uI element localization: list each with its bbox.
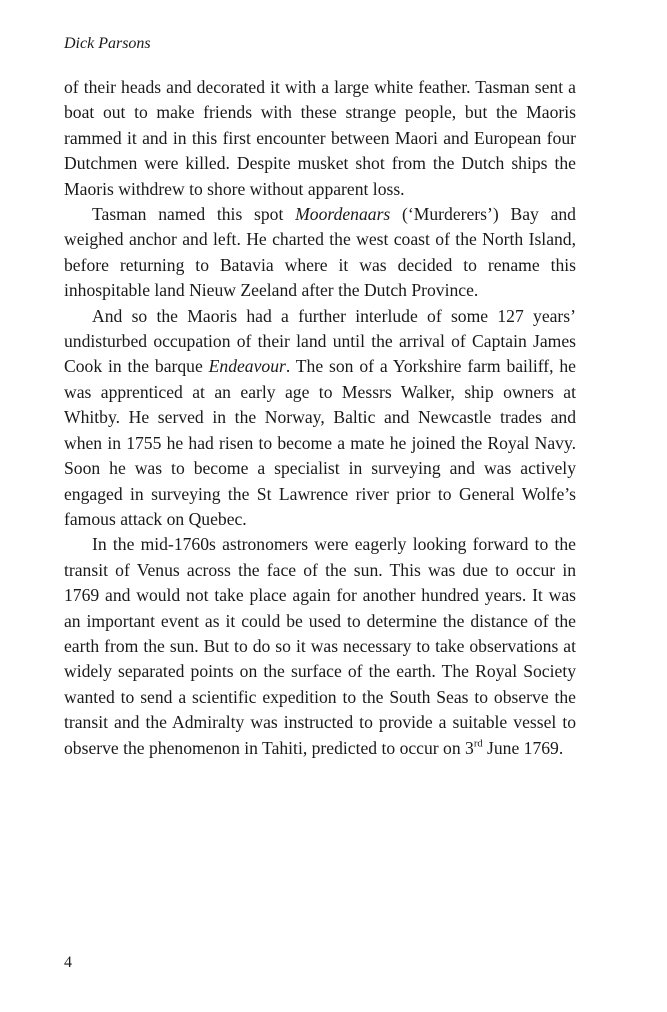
paragraph-4-text-c: June 1769. <box>482 737 564 758</box>
paragraph-3-text-a: And so the Maoris had a further interlude of some 127 years’ undisturbed occupation of their land until the arrival of Captain James Cook in the barque <box>64 305 576 377</box>
paragraph-2 <box>64 202 576 304</box>
paragraph-2-italic: Moordenaars <box>295 204 391 225</box>
body-text <box>64 75 576 761</box>
paragraph-2-text-a: Tasman named this spot <box>92 204 296 225</box>
paragraph-2-text-c: (‘Murderers’) Bay and weighed anchor and left. He charted the west coast of the North Island, before returning to Batavia where it was decided to rename this inhospitable land Nieuw Zeeland after the Dutch Province. <box>64 204 576 301</box>
paragraph-4-text-a: In the mid-1760s astronomers were eagerly looking forward to the transit of Venus across the face of the sun. This was due to occur in 1769 and would not take place again for another hundred years. It was an important event as it could be used to determine the distance of the earth from the sun. But to do so it was necessary to take observations at widely separated points on the surface of the earth. The Royal Society wanted to send a scientific expedition to the South Seas to observe the transit and the Admiralty was instructed to provide a suitable vessel to observe the phenomenon in Tahiti, predicted to occur on 3 <box>64 534 576 758</box>
paragraph-3 <box>64 304 576 533</box>
running-head: Dick Parsons <box>64 35 151 52</box>
paragraph-3-italic: Endeavour <box>208 356 286 377</box>
paragraph-3-text-c: . The son of a Yorkshire farm bailiff, he was apprenticed at an early age to Messrs Walker, ship owners at Whitby. He served in the Norway, Baltic and Newcastle trades and when in 1755 he had risen to become a mate he joined the Royal Navy. Soon he was to become a specialist in surveying and was actively engaged in surveying the St Lawrence river prior to General Wolfe’s famous attack on Quebec. <box>64 356 576 529</box>
paragraph-1-text: of their heads and decorated it with a large white feather. Tasman sent a boat out to make friends with these strange people, but the Maoris rammed it and in this first encounter between Maori and European four Dutchmen were killed. Despite musket shot from the Dutch ships the Maoris withdrew to shore without apparent loss. <box>64 77 576 199</box>
paragraph-1 <box>64 75 576 202</box>
paragraph-4-superscript: rd <box>473 738 483 750</box>
page-number: 4 <box>64 954 72 971</box>
paragraph-4 <box>64 532 576 761</box>
